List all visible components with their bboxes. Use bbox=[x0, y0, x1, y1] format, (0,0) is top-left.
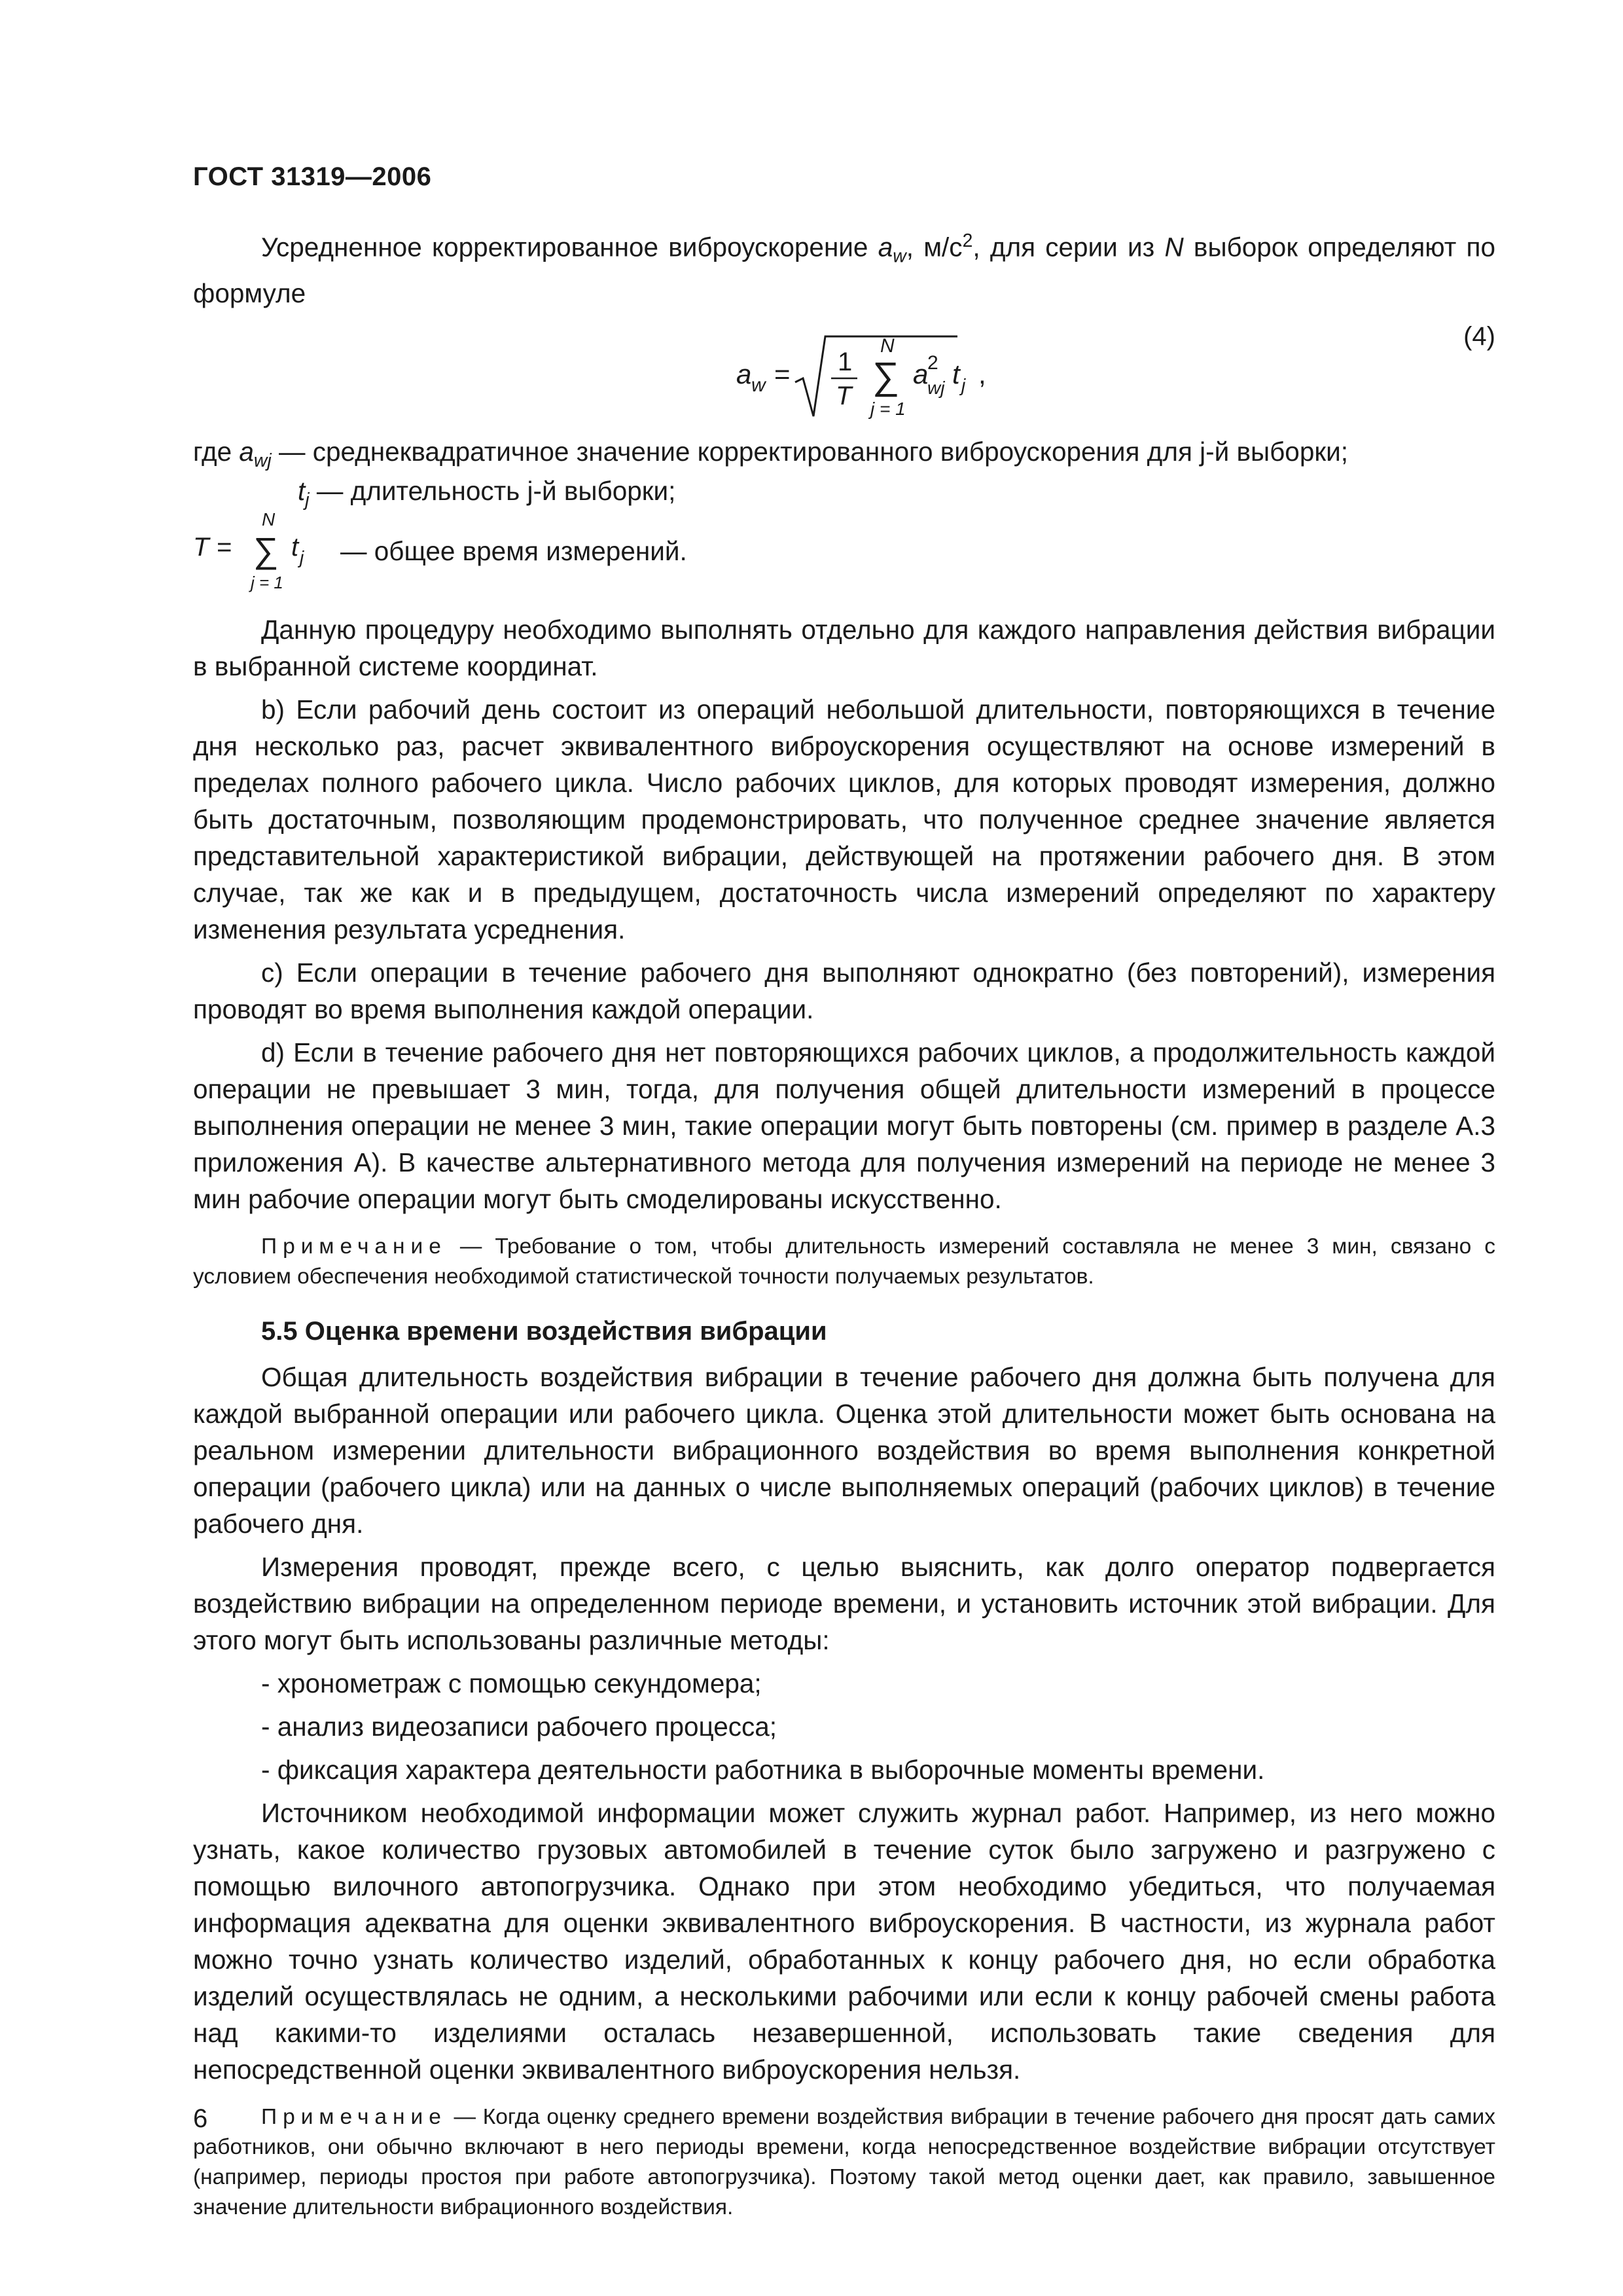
where-awj: где $a_{wj}$ — среднеквадратичное значение корректированного виброускорения для j-й выборки; bbox=[193, 436, 1348, 471]
frac-denominator: T bbox=[836, 381, 852, 410]
term-t-sub: j bbox=[961, 374, 966, 395]
formula-equals: = bbox=[774, 358, 791, 389]
list-item: - хронометраж с помощью секундомера; bbox=[261, 1668, 762, 1698]
document-body bbox=[193, 223, 1495, 2223]
T-lhs: T = bbox=[193, 532, 232, 562]
T-sum-graphic bbox=[193, 502, 337, 597]
paragraph-direction: Данную процедуру необходимо выполнять отдельно для каждого направления действия вибрации в выбранной системе координат. bbox=[193, 614, 1495, 681]
section-paragraph-1: Общая длительность воздействия вибрации в течение рабочего дня должна быть получена для каждой выбранной операции или рабочего цикла. Оценка этой длительности может быть основана на реальном измерении длительности вибрационного воздействия во время выполнения конкретной операции (рабочего цикла) или на данных о числе выполняемых операций (рабочих циклов) в течение рабочего дня. bbox=[193, 1361, 1495, 1539]
equation-number: (4) bbox=[1463, 321, 1495, 351]
list-item: - фиксация характера деятельности работника в выборочные моменты времени. bbox=[261, 1754, 1265, 1785]
where-block bbox=[193, 433, 1495, 597]
formula-lhs-sub: w bbox=[751, 374, 766, 396]
formula-4 bbox=[193, 318, 1495, 423]
T-sum-upper: N bbox=[262, 509, 276, 529]
frac-numerator: 1 bbox=[838, 347, 853, 376]
T-sum-sign: ∑ bbox=[253, 530, 279, 570]
term-a-sup: 2 bbox=[927, 351, 938, 374]
T-term: t bbox=[291, 532, 299, 562]
formula-trail: , bbox=[978, 358, 986, 389]
term-a-sub: wj bbox=[927, 377, 945, 398]
paragraph-b: b) Если рабочий день состоит из операций небольшой длительности, повторяющихся в течение дня несколько раз, расчет эквивалентного виброускорения осуществляют на основе измерений в пределах полного рабочего цикла. Число рабочих циклов, для которых проводят измерения, должно быть достаточным, позволяющим продемонстрировать, что полученное среднее значение является представительной характеристикой вибрации, действующей на протяжении рабочего дня. В этом случае, так же как и в предыдущем, достаточность числа измерений определяют по характеру изменения результата усреднения. bbox=[193, 694, 1495, 944]
section-paragraph-2: Измерения проводят, прежде всего, с целью выяснить, как долго оператор подвергается воздействию вибрации на определенном периоде времени, и установить источник этой вибрации. Для этого могут быть использованы различные методы: bbox=[193, 1551, 1495, 1655]
term-a: a bbox=[913, 358, 929, 389]
where-tj: $t_j$ — длительность j-й выборки; bbox=[298, 475, 676, 511]
page-number: 6 bbox=[193, 2104, 208, 2133]
sum-sign: ∑ bbox=[872, 354, 900, 397]
sum-lower: j = 1 bbox=[870, 398, 906, 419]
intro-paragraph: Усредненное корректированное виброускорение $a_w$, $м/с^2$, для серии из N выборок определяют по формуле bbox=[193, 230, 1495, 308]
sum-upper: N bbox=[880, 334, 895, 357]
section-heading: 5.5 Оценка времени воздействия вибрации bbox=[261, 1316, 827, 1346]
formula-4-graphic bbox=[193, 318, 1495, 423]
paragraph-d: d) Если в течение рабочего дня нет повторяющихся рабочих циклов, а продолжительность каждой операции не превышает 3 мин, тогда, для получения общей длительности измерений в процессе выполнения операции не менее 3 мин, такие операции могут быть повторены (см. пример в разделе А.3 приложения А). В качестве альтернативного метода для получения измерений на периоде не менее 3 мин рабочие операции могут быть смоделированы искусственно. bbox=[193, 1037, 1495, 1214]
term-t: t bbox=[952, 358, 960, 389]
T-term-sub: j bbox=[300, 547, 304, 567]
section-paragraph-3: Источником необходимой информации может служить журнал работ. Например, из него можно узнать, какое количество грузовых автомобилей в течение суток было загружено и разгружено с помощью вилочного автопогрузчика. Однако при этом необходимо убедиться, что получаемая информация адекватна для оценки эквивалентного виброускорения. В частности, из журнала работ можно точно узнать количество изделий, обработанных к концу рабочего дня, но если обработка изделий осуществлялась не одним, а несколькими рабочими или если к концу рабочей смены работа над какими-то изделиями осталась незавершенной, использовать такие сведения для непосредственной оценки эквивалентного виброускорения нельзя. bbox=[193, 1797, 1495, 2085]
list-item: - анализ видеозаписи рабочего процесса; bbox=[261, 1711, 777, 1742]
document-header: ГОСТ 31319—2006 bbox=[193, 162, 432, 191]
where-T: — общее время измерений. bbox=[340, 535, 687, 566]
note-2: Примечание — Когда оценку среднего времени воздействия вибрации в течение рабочего дня просят дать самих работников, они обычно включают в него периоды времени, когда непосредственное воздействие вибрации отсутствует (например, периоды простоя при работе автопогрузчика). Поэтому такой метод оценки дает, как правило, завышенное значение длительности вибрационного воздействия. bbox=[193, 2104, 1495, 2219]
T-sum-lower: j = 1 bbox=[251, 572, 283, 592]
formula-lhs: a bbox=[736, 358, 752, 389]
paragraph-c: c) Если операции в течение рабочего дня выполняют однократно (без повторений), измерения проводят во время выполнения каждой операции. bbox=[193, 957, 1495, 1024]
note-1: Примечание — Требование о том, чтобы длительность измерений составляла не менее 3 мин, связано с условием обеспечения необходимой статистической точности получаемых результатов. bbox=[193, 1234, 1495, 1289]
